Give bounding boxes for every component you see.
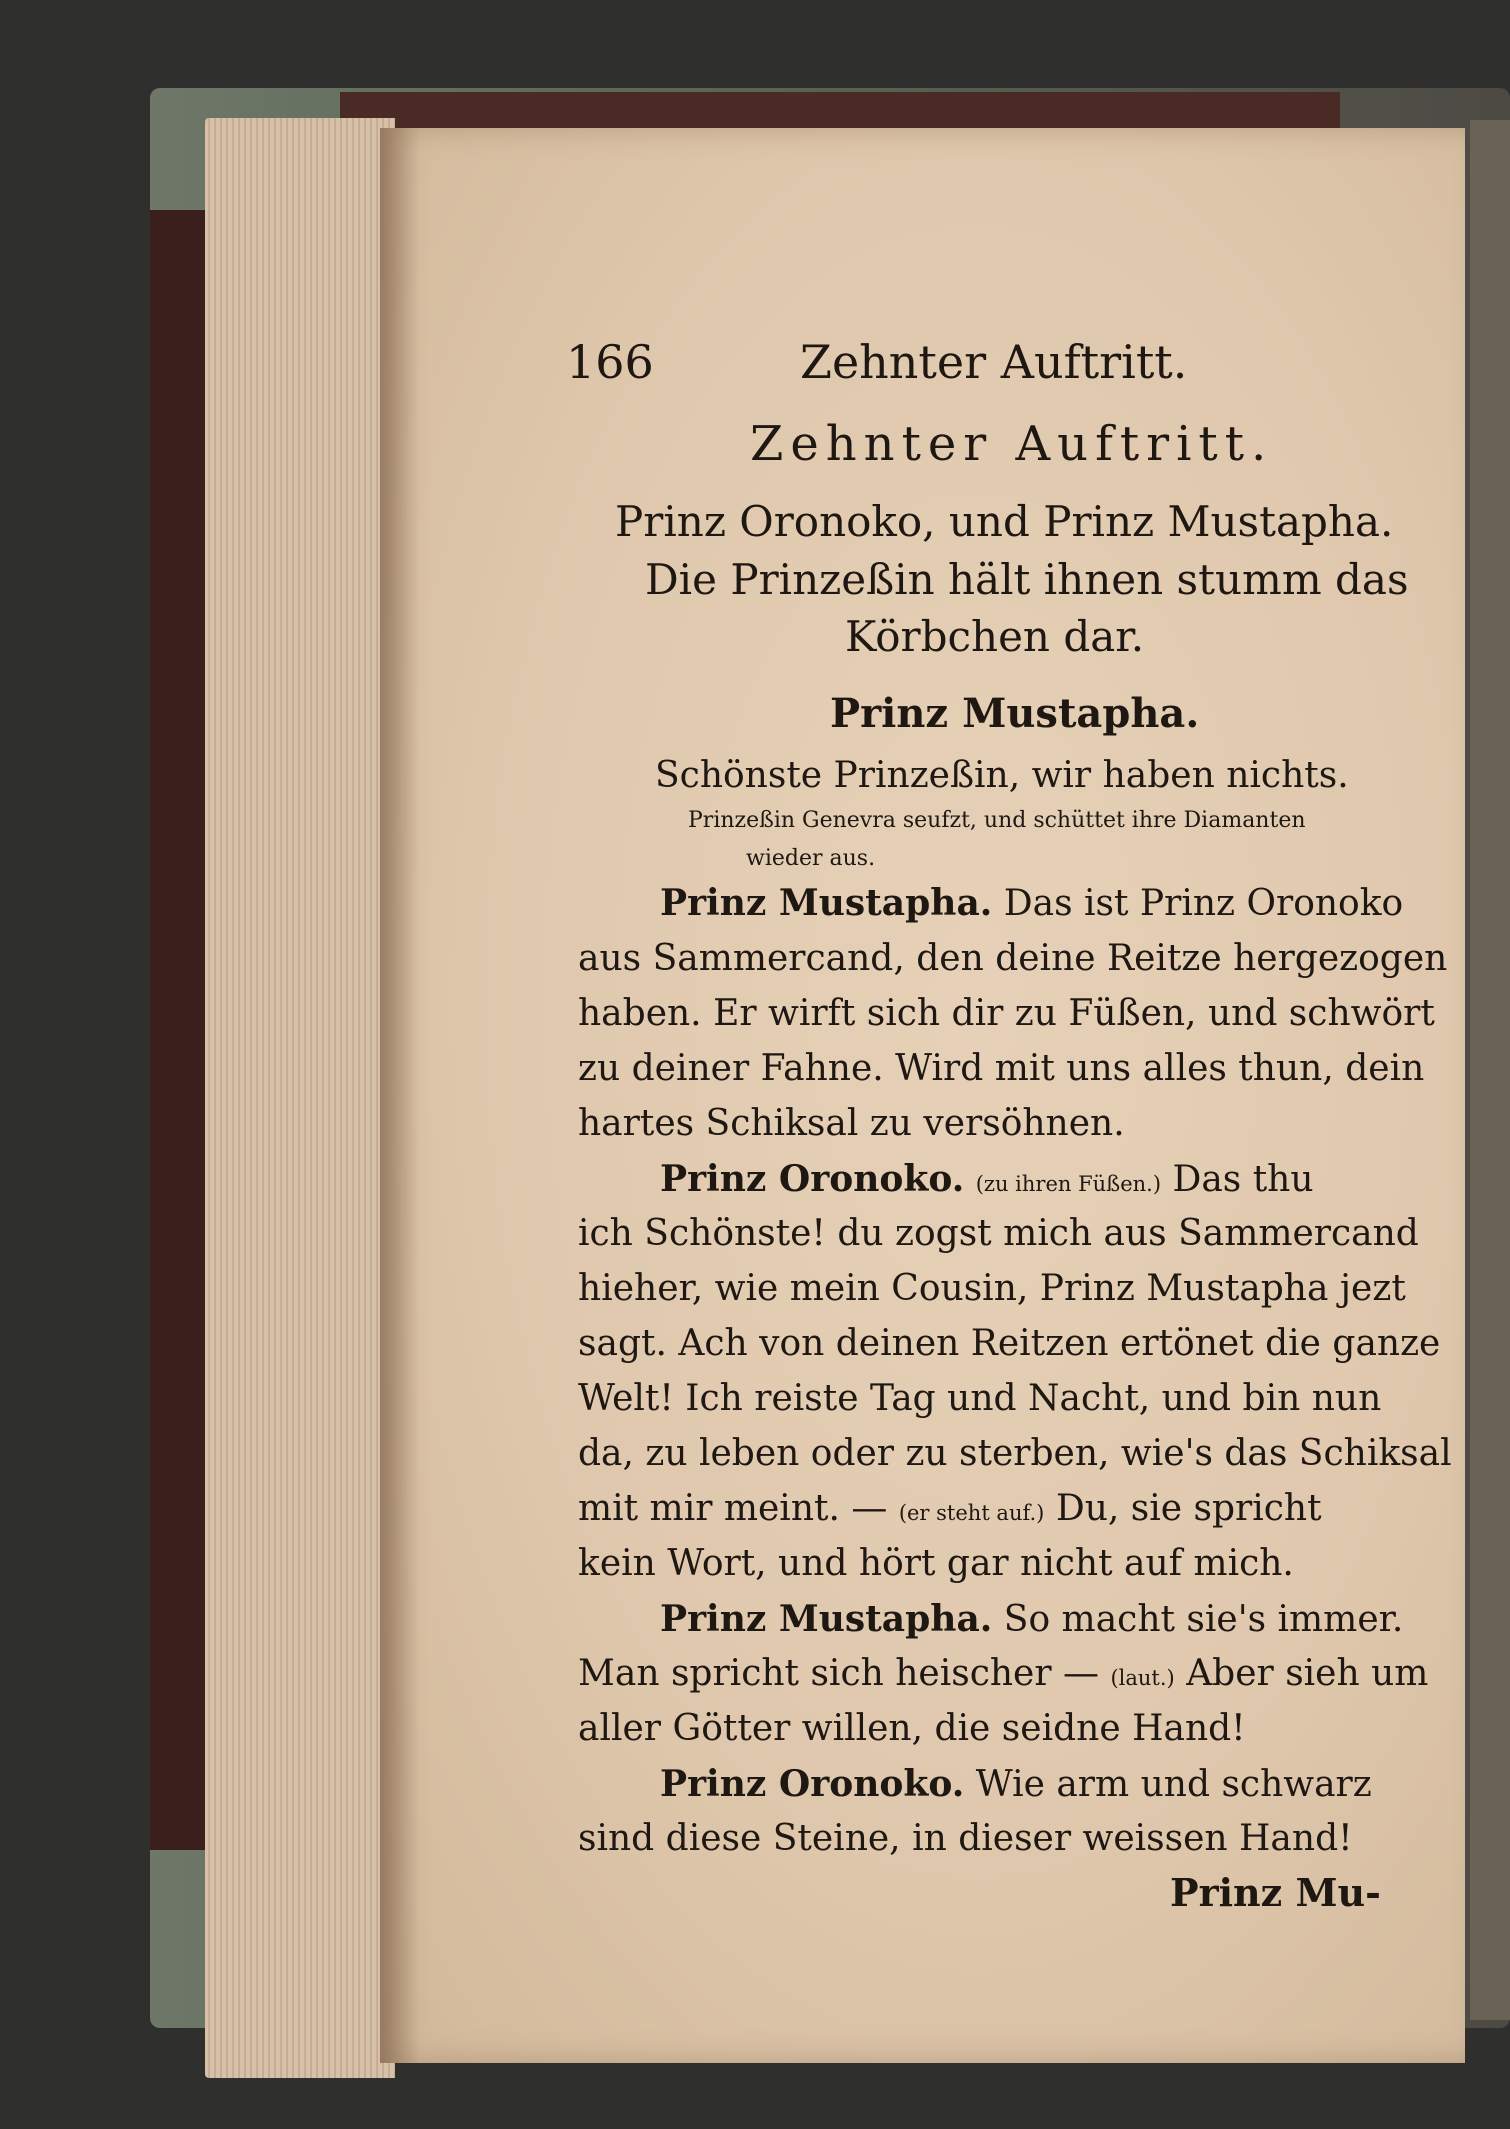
gutter-shadow — [380, 128, 420, 2063]
speaker-name: Prinz Mustapha. — [660, 1598, 993, 1640]
speech-line: sind diese Steine, in dieser weissen Hand! — [578, 1818, 1353, 1859]
speech-line — [660, 1763, 1372, 1805]
page-edges — [205, 118, 395, 2078]
cover-top-band — [340, 92, 1340, 132]
stage-direction: (zu ihren Füßen.) — [975, 1172, 1162, 1196]
speech-text: Du, sie spricht — [1055, 1488, 1322, 1529]
speech-text: So macht sie's immer. — [1003, 1599, 1404, 1640]
speech-line: Welt! Ich reiste Tag und Nacht, und bin nun — [578, 1378, 1382, 1419]
speech-line: aller Götter willen, die seidne Hand! — [578, 1708, 1246, 1749]
speech-line: hieher, wie mein Cousin, Prinz Mustapha jezt — [578, 1268, 1406, 1309]
speaker-name: Prinz Oronoko. — [660, 1763, 965, 1805]
speech-line: ich Schönste! du zogst mich aus Sammercand — [578, 1213, 1419, 1254]
stage-direction: Prinzeßin Genevra seufzt, und schüttet ihre Diamanten — [688, 808, 1306, 833]
speech-text: Aber sieh um — [1186, 1653, 1429, 1694]
speech-text: Das thu — [1172, 1159, 1314, 1200]
speech-line: haben. Er wirft sich dir zu Füßen, und schwört — [578, 993, 1435, 1034]
speech-line: zu deiner Fahne. Wird mit uns alles thun, dein — [578, 1048, 1425, 1089]
speech-line — [660, 882, 1403, 924]
cover-right-edge — [1470, 120, 1510, 2020]
speech-line: aus Sammercand, den deine Reitze hergezogen — [578, 938, 1448, 979]
catchword: Prinz Mu- — [1170, 1870, 1381, 1915]
page-number: 166 — [566, 335, 654, 389]
speech-text: Das ist Prinz Oronoko — [1003, 883, 1404, 924]
speech-text: Man spricht sich heischer — — [578, 1653, 1100, 1694]
speech-line — [578, 1488, 1322, 1529]
dialogue-line: Schönste Prinzeßin, wir haben nichts. — [655, 755, 1349, 796]
speech-text: Wie arm und schwarz — [975, 1764, 1372, 1805]
scene-intro-line: Die Prinzeßin hält ihnen stumm das — [645, 555, 1409, 604]
cover-spine-strip — [150, 210, 210, 1850]
stage-direction: (laut.) — [1110, 1666, 1175, 1690]
speaker-name: Prinz Oronoko. — [660, 1158, 965, 1200]
speech-line — [660, 1598, 1403, 1640]
stage-direction: (er steht auf.) — [898, 1501, 1045, 1525]
speaker-name: Prinz Mustapha. — [660, 882, 993, 924]
speech-line: kein Wort, und hört gar nicht auf mich. — [578, 1543, 1294, 1584]
speech-line: sagt. Ach von deinen Reitzen ertönet die ganze — [578, 1323, 1441, 1364]
speech-line: hartes Schiksal zu versöhnen. — [578, 1103, 1125, 1144]
running-title: Zehnter Auftritt. — [800, 335, 1188, 389]
stage-direction: wieder aus. — [746, 846, 876, 871]
scene-intro-line: Körbchen dar. — [845, 612, 1145, 661]
speaker-name: Prinz Mustapha. — [830, 690, 1200, 737]
scene-intro-line: Prinz Oronoko, und Prinz Mustapha. — [615, 497, 1394, 546]
scene-title: Zehnter Auftritt. — [750, 416, 1274, 472]
speech-line — [660, 1158, 1314, 1200]
speech-line — [578, 1653, 1428, 1694]
speech-line: da, zu leben oder zu sterben, wie's das Schiksal — [578, 1433, 1452, 1474]
speech-text: mit mir meint. — — [578, 1488, 888, 1529]
